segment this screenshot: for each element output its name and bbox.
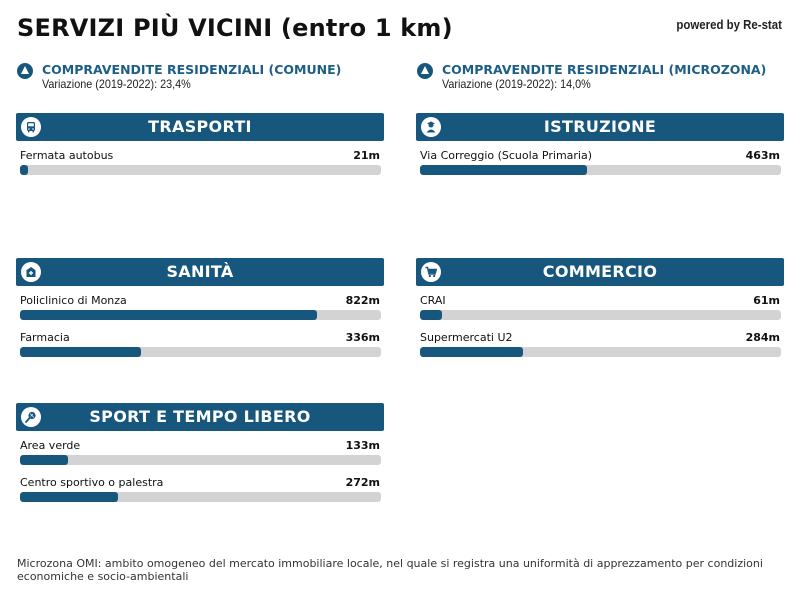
item-distance: 463m [745,149,780,162]
list-item [16,286,384,323]
distance-bar-track [20,492,381,502]
section-title: ISTRUZIONE [543,117,657,136]
section-istruzione [416,113,784,178]
item-label: Centro sportivo o palestra [20,476,164,489]
section-trasporti [16,113,384,178]
item-label: Via Correggio (Scuola Primaria) [420,149,593,162]
item-label: Supermercati U2 [420,331,513,344]
distance-bar [20,310,317,320]
section-title: SANITÀ [166,262,234,281]
list-item [416,323,784,360]
section-sanita [16,258,384,360]
list-item [416,141,784,178]
distance-bar-track [420,310,781,320]
section-title: COMMERCIO [542,262,658,281]
section-header [16,403,384,431]
triangle-up-icon [17,63,33,79]
item-distance: 61m [753,294,780,307]
distance-bar-track [420,165,781,175]
stat-title: COMPRAVENDITE RESIDENZIALI (COMUNE) [42,62,342,77]
section-header [16,113,384,141]
section-header [416,258,784,286]
distance-bar [420,347,523,357]
distance-bar [420,165,587,175]
section-header [16,258,384,286]
distance-bar [20,492,118,502]
item-distance: 133m [345,439,380,452]
triangle-up-icon [417,63,433,79]
list-item [416,286,784,323]
footnote: Microzona OMI: ambito omogeneo del mercato immobiliare locale, nel quale si registra una uniformità di apprezzamento per condizioni economiche e socio-ambientali [17,557,763,583]
item-distance: 336m [345,331,380,344]
list-item [16,468,384,505]
distance-bar-track [20,347,381,357]
distance-bar-track [20,455,381,465]
item-label: Farmacia [20,331,70,344]
section-header [416,113,784,141]
distance-bar-track [420,347,781,357]
list-item [16,323,384,360]
item-label: Fermata autobus [20,149,114,162]
section-title: SPORT E TEMPO LIBERO [89,407,311,426]
distance-bar [420,310,442,320]
item-distance: 822m [345,294,380,307]
distance-bar-track [20,310,381,320]
stat-subtitle: Variazione (2019-2022): 23,4% [42,77,191,91]
item-label: Area verde [20,439,81,452]
section-sport [16,403,384,505]
section-title: TRASPORTI [148,117,252,136]
page-title: SERVIZI PIÙ VICINI (entro 1 km) [17,14,453,42]
item-label: CRAI [420,294,446,307]
item-distance: 284m [745,331,780,344]
list-item [16,141,384,178]
distance-bar [20,455,68,465]
item-distance: 21m [353,149,380,162]
list-item [16,431,384,468]
stat-subtitle: Variazione (2019-2022): 14,0% [442,77,591,91]
section-commercio [416,258,784,360]
item-distance: 272m [345,476,380,489]
stat-title: COMPRAVENDITE RESIDENZIALI (MICROZONA) [442,62,767,77]
distance-bar [20,347,141,357]
powered-by-logo: powered by Re-stat [676,17,782,32]
distance-bar-track [20,165,381,175]
item-label: Policlinico di Monza [20,294,127,307]
distance-bar [20,165,28,175]
